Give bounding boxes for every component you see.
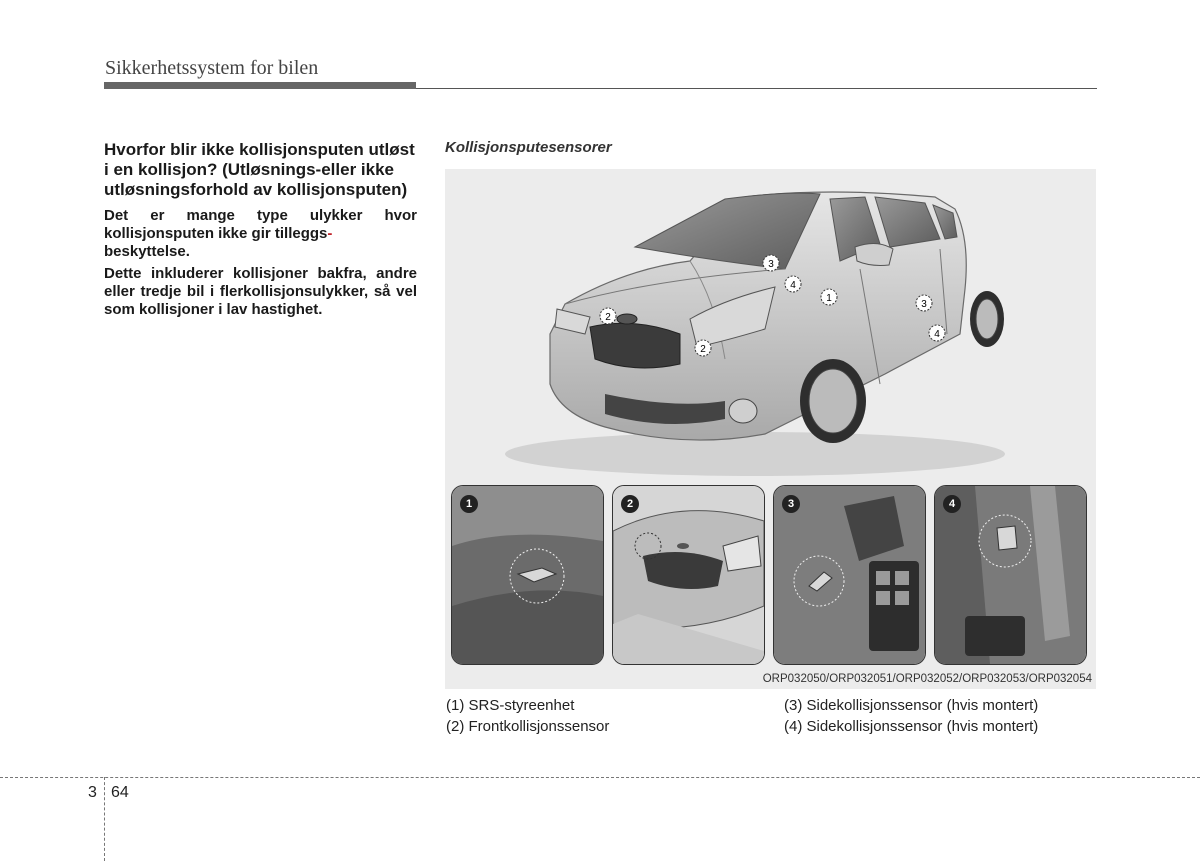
thumbnail-1-image	[452, 486, 603, 664]
figure-caption: Kollisjonsputesensorer	[445, 139, 612, 156]
callout-1	[821, 289, 837, 305]
car-illustration	[485, 169, 1065, 479]
thumbnail-4-number: 4	[943, 495, 961, 513]
legend-item-2: (2) Frontkollisjonssensor	[446, 718, 610, 735]
legend-item-4: (4) Sidekollisjonssensor (hvis montert)	[784, 718, 1039, 735]
image-code: ORP032050/ORP032051/ORP032052/ORP032053/ORP032054	[762, 673, 1092, 685]
svg-text:2: 2	[700, 344, 706, 355]
section-title: Sikkerhetssystem for bilen	[105, 57, 319, 79]
callout-3-side	[916, 295, 932, 311]
svg-text:4: 4	[934, 329, 940, 340]
svg-text:3: 3	[921, 299, 927, 310]
thumbnail-4-image	[935, 486, 1086, 664]
thumbnail-3-image	[774, 486, 925, 664]
callout-2-right	[695, 340, 711, 356]
thumbnail-1	[451, 485, 604, 665]
svg-text:4: 4	[790, 280, 796, 291]
thumbnail-2-number: 2	[621, 495, 639, 513]
svg-text:1: 1	[826, 293, 832, 304]
legend-left	[446, 695, 609, 737]
svg-text:2: 2	[605, 312, 611, 323]
paragraph-2: Dette inkluderer kollisjoner bakfra, andre eller tredje bil i flerkollisjonsulykker, så vel som kollisjoner i lav hastighet.	[104, 265, 417, 318]
page-number: 64	[111, 784, 129, 801]
chapter-number: 3	[88, 784, 97, 801]
thumbnail-3-number: 3	[782, 495, 800, 513]
thumbnail-4	[934, 485, 1087, 665]
header-rule-thin	[416, 88, 1097, 89]
footer-vertical-divider	[104, 777, 105, 861]
callout-4-side	[929, 325, 945, 341]
thumbnail-1-number: 1	[460, 495, 478, 513]
thumbnail-3	[773, 485, 926, 665]
callout-4-front	[785, 276, 801, 292]
question-heading: Hvorfor blir ikke kollisjonsputen utløst i en kollisjon? (Utløsnings-eller ikke utløsningsforhold av kollisjonsputen)	[104, 140, 415, 199]
footer-divider	[0, 777, 1200, 778]
callout-3-front	[763, 255, 779, 271]
figure-panel	[445, 169, 1096, 689]
svg-text:3: 3	[768, 259, 774, 270]
paragraph-1	[104, 207, 417, 261]
callout-2-left	[600, 308, 616, 324]
legend-right	[784, 695, 1038, 737]
paragraph-1-hyphen: -	[327, 225, 333, 242]
legend-item-3: (3) Sidekollisjonssensor (hvis montert)	[784, 697, 1039, 714]
thumbnail-2	[612, 485, 765, 665]
left-column	[104, 140, 417, 323]
header-rule-thick	[104, 82, 416, 89]
legend-item-1: (1) SRS-styreenhet	[446, 697, 575, 714]
paragraph-1-main: Det er mange type ulykker hvor kollisjonsputen ikke gir tilleggs	[104, 207, 417, 242]
paragraph-1-end: beskyttelse.	[104, 243, 190, 260]
thumbnail-2-image	[613, 486, 764, 664]
